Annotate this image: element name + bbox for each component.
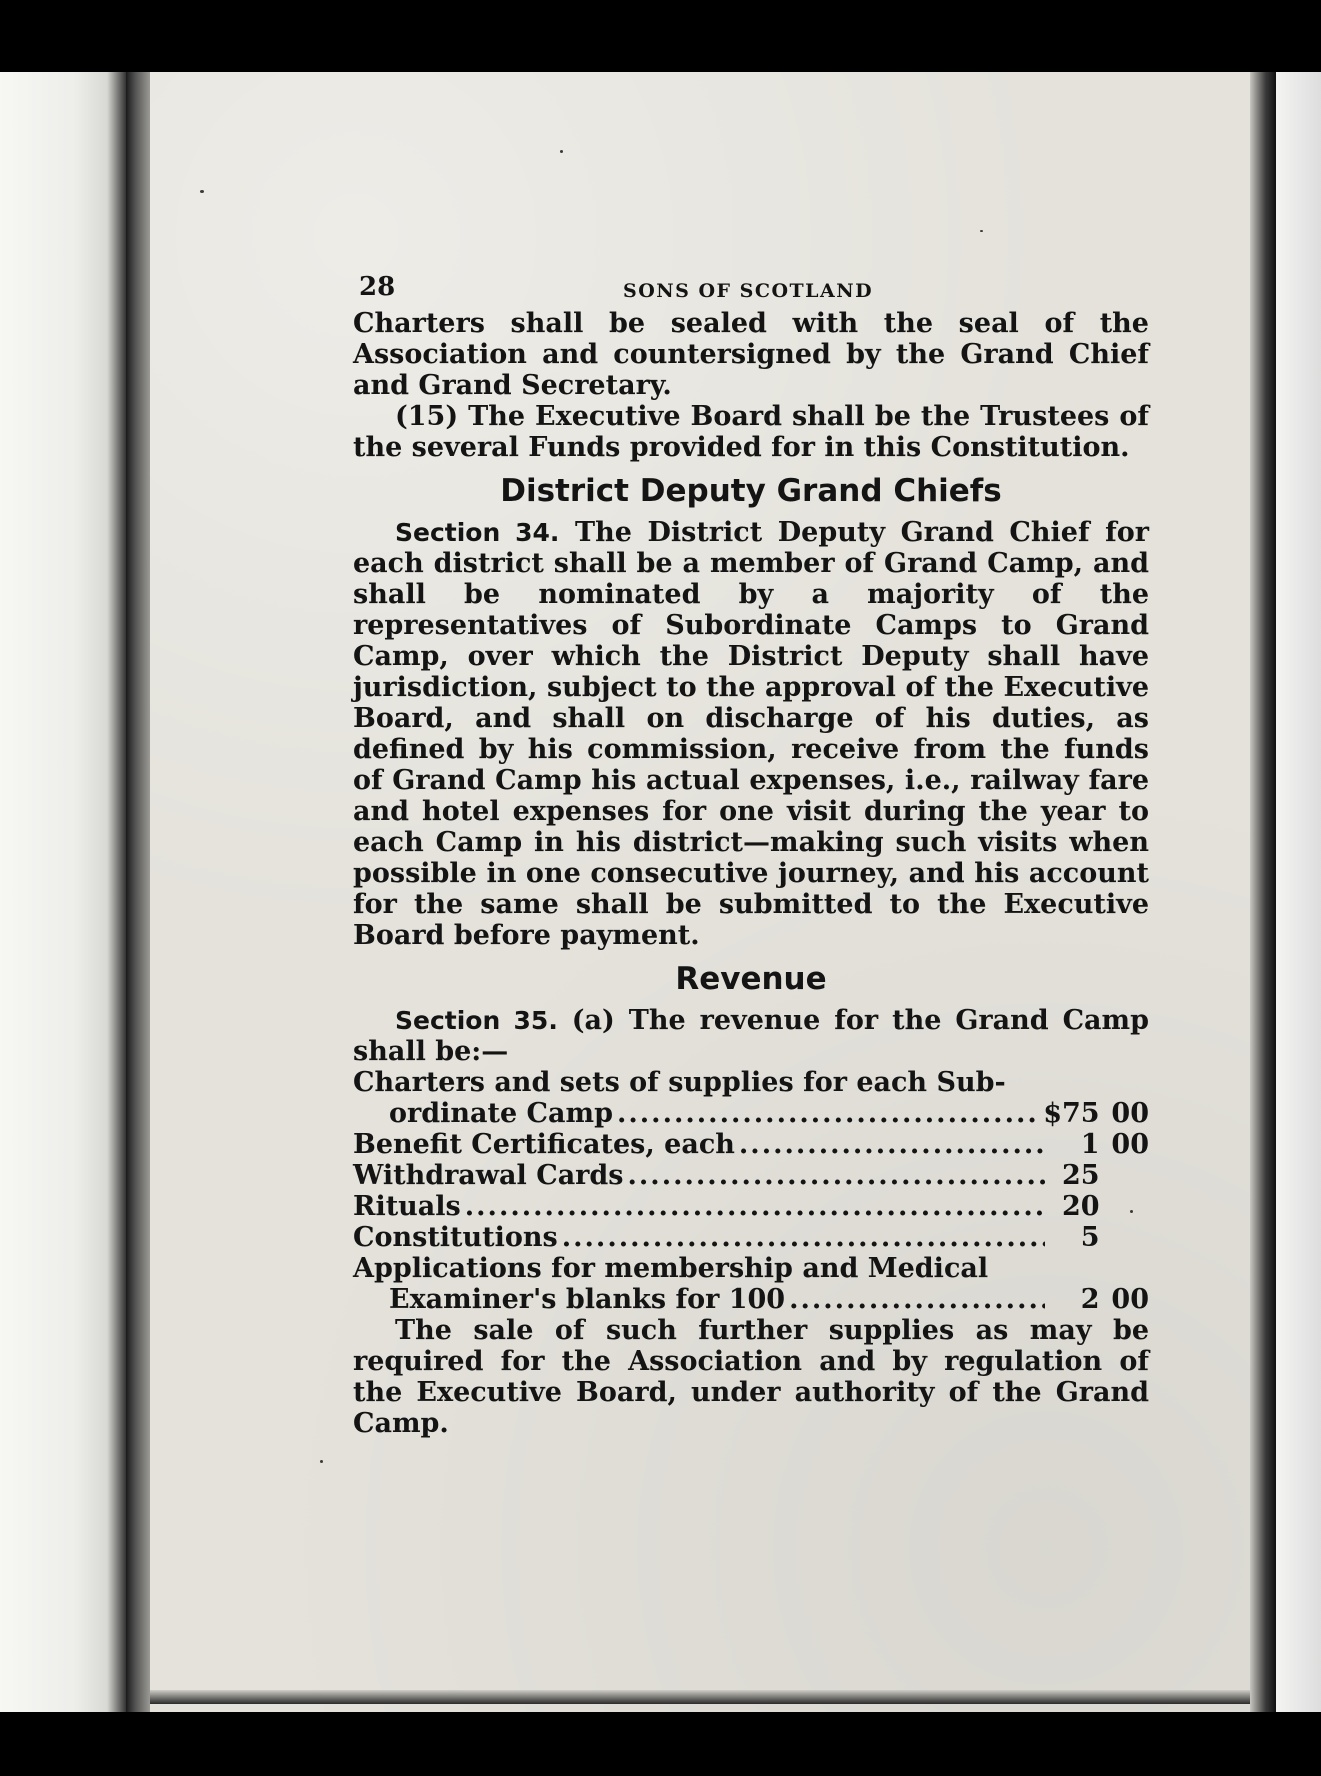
paper-speck [980, 230, 983, 232]
fee-item: Applications for membership and Medical [353, 1253, 989, 1284]
page-text [353, 268, 1149, 1439]
book-spine [126, 72, 150, 1712]
fee-amount [1043, 1098, 1149, 1129]
heading-revenue: Revenue [675, 961, 827, 997]
page-right-edge [1250, 72, 1276, 1712]
fee-amount [1049, 1222, 1149, 1253]
fee-dollars: 5 [1080, 1222, 1100, 1253]
fee-amount [1049, 1129, 1149, 1160]
dot-leader [628, 1160, 1046, 1191]
fee-line [353, 1284, 1149, 1315]
clause-15: (15) The Executive Board shall be the Trustees of the several Funds provided for in this Constitution. [353, 401, 1149, 463]
fee-item: Withdrawal Cards [353, 1160, 624, 1191]
fee-dollars: 1 [1080, 1129, 1100, 1160]
fee-dollars: $75 [1043, 1098, 1100, 1129]
dot-leader [617, 1098, 1039, 1129]
paper-speck [200, 190, 204, 193]
running-head [353, 268, 1149, 308]
fee-line [353, 1253, 1149, 1284]
fee-item: Constitutions [353, 1222, 558, 1253]
fee-dollars: 25 [1062, 1160, 1100, 1191]
dot-leader [465, 1191, 1045, 1222]
fee-line [353, 1067, 1149, 1098]
paper-speck [320, 1460, 323, 1463]
fee-amount [1049, 1160, 1149, 1191]
left-margin-strip [0, 72, 126, 1712]
page-number: 28 [359, 272, 396, 302]
fee-cents: 00 [1111, 1098, 1149, 1129]
fee-line [353, 1129, 1149, 1160]
fee-item: Charters and sets of supplies for each Sub- [353, 1067, 1006, 1098]
section-35-paragraph [353, 1005, 1149, 1067]
fee-amount [1049, 1284, 1149, 1315]
fee-line [353, 1160, 1149, 1191]
fee-item: Benefit Certificates, each [353, 1129, 735, 1160]
fee-cents: 00 [1111, 1284, 1149, 1315]
fee-cents: 00 [1111, 1129, 1149, 1160]
dot-leader [789, 1284, 1045, 1315]
fee-item: ordinate Camp [389, 1098, 613, 1129]
section-34-label: Section 34. [395, 518, 560, 547]
fee-item: Examiner's blanks for 100 [389, 1284, 786, 1315]
fee-schedule [353, 1067, 1149, 1315]
page-bottom-edge [150, 1690, 1250, 1704]
section-35-text: (a) The revenue for the Grand Camp shall be:— [353, 1005, 1149, 1067]
closing-paragraph: The sale of such further supplies as may be required for the Association and by regulation of the Executive Board, under authority of the Grand Camp. [353, 1315, 1149, 1439]
section-35-label: Section 35. [395, 1006, 558, 1035]
fee-dollars: 20 [1062, 1191, 1100, 1222]
fee-dollars: 2 [1080, 1284, 1100, 1315]
fee-line [353, 1222, 1149, 1253]
header-title: SONS OF SCOTLAND [623, 280, 874, 302]
heading-district-deputy: District Deputy Grand Chiefs [500, 473, 1002, 509]
fee-item: Rituals [353, 1191, 461, 1222]
fee-line [353, 1098, 1149, 1129]
opening-paragraph: Charters shall be sealed with the seal of the Association and countersigned by the Grand Chief and Grand Secretary. [353, 308, 1149, 401]
adjacent-page-sliver [1276, 72, 1321, 1712]
fee-amount [1049, 1191, 1149, 1222]
dot-leader [562, 1222, 1045, 1253]
fee-line [353, 1191, 1149, 1222]
section-34-paragraph [353, 517, 1149, 951]
dot-leader [739, 1129, 1045, 1160]
section-34-text: The District Deputy Grand Chief for each district shall be a member of Grand Camp, and shall be nominated by a majority of the representatives of Subordinate Camps to Grand Camp, over which the District Deputy shall have jurisdiction, subject to the approval of the Executive Board, and shall on discharge of his duties, as defined by his commission, receive from the funds of Grand Camp his actual expenses, i.e., railway fare and hotel expenses for one visit during the year to each Camp in his district—making such visits when possible in one consecutive journey, and his account for the same shall be submitted to the Executive Board before payment. [353, 517, 1149, 951]
paper-speck [560, 150, 563, 153]
